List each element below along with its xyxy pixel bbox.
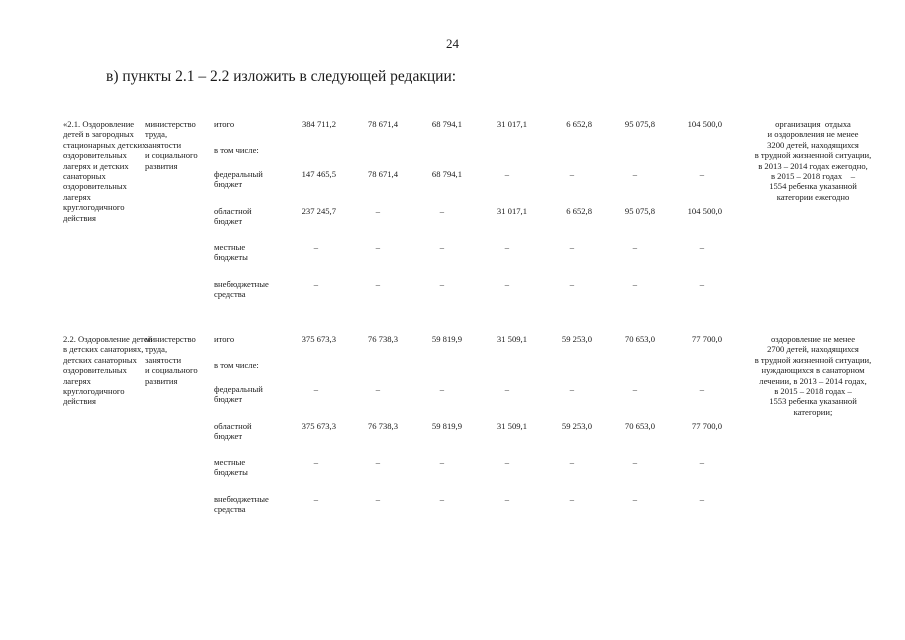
funding-value: – bbox=[439, 494, 444, 504]
funding-value: – bbox=[313, 279, 318, 289]
funding-value: 384 711,2 bbox=[301, 119, 336, 129]
funding-value: – bbox=[632, 242, 637, 252]
expected-result: оздоровление не менее 2700 детей, находящихся в трудной жизненной ситуации, нуждающихся в санаторном лечении, в 2013 – 2014 годах, в 2015 – 2018 годах – 1553 ребенка указанной категории; bbox=[754, 334, 872, 417]
funding-value: – bbox=[632, 169, 637, 179]
funding-value: – bbox=[569, 494, 574, 504]
funding-value: 70 653,0 bbox=[624, 421, 655, 431]
funding-value: 59 819,9 bbox=[431, 421, 462, 431]
funding-value: – bbox=[632, 457, 637, 467]
funding-value: – bbox=[313, 457, 318, 467]
funding-value: 95 075,8 bbox=[624, 119, 655, 129]
funding-value: – bbox=[632, 279, 637, 289]
funding-value: – bbox=[439, 384, 444, 394]
funding-value: – bbox=[439, 206, 444, 216]
amendment-heading: в) пункты 2.1 – 2.2 изложить в следующей редакции: bbox=[106, 68, 457, 85]
funding-value: – bbox=[504, 169, 509, 179]
funding-value: 104 500,0 bbox=[687, 206, 722, 216]
funding-value: – bbox=[569, 384, 574, 394]
funding-value: – bbox=[313, 494, 318, 504]
funding-value: – bbox=[375, 384, 380, 394]
funding-value: 76 738,3 bbox=[367, 334, 398, 344]
funding-value: 59 253,0 bbox=[561, 421, 592, 431]
funding-value: – bbox=[313, 242, 318, 252]
expected-result: организация отдыха и оздоровления не менее 3200 детей, находящихся в трудной жизненной ситуации, в 2013 – 2014 годах ежегодно, в 2015 – 2018 годах – 1554 ребенка указанной категории ежегодно bbox=[754, 119, 872, 202]
funding-value: 237 245,7 bbox=[301, 206, 336, 216]
funding-value: – bbox=[569, 457, 574, 467]
funding-value: – bbox=[569, 169, 574, 179]
funding-value: 31 509,1 bbox=[496, 334, 527, 344]
funding-value: – bbox=[699, 457, 704, 467]
funding-source-label: местные бюджеты bbox=[214, 457, 248, 478]
funding-value: – bbox=[375, 242, 380, 252]
funding-value: – bbox=[439, 457, 444, 467]
funding-value: – bbox=[504, 494, 509, 504]
funding-value: – bbox=[375, 494, 380, 504]
funding-value: – bbox=[699, 384, 704, 394]
funding-value: 6 652,8 bbox=[566, 119, 592, 129]
funding-value: – bbox=[439, 279, 444, 289]
funding-value: 59 819,9 bbox=[431, 334, 462, 344]
funding-source-label: внебюджетные средства bbox=[214, 279, 269, 300]
funding-source-label: итого bbox=[214, 334, 235, 344]
funding-value: – bbox=[375, 206, 380, 216]
funding-source-label: в том числе: bbox=[214, 360, 259, 370]
funding-value: – bbox=[504, 242, 509, 252]
funding-value: 77 700,0 bbox=[691, 421, 722, 431]
funding-value: 31 017,1 bbox=[496, 206, 527, 216]
funding-value: – bbox=[504, 279, 509, 289]
funding-source-label: в том числе: bbox=[214, 145, 259, 155]
funding-source-label: итого bbox=[214, 119, 235, 129]
funding-value: – bbox=[699, 279, 704, 289]
executor: министерство труда, занятости и социального развития bbox=[145, 334, 198, 386]
funding-value: – bbox=[439, 242, 444, 252]
funding-value: – bbox=[632, 384, 637, 394]
funding-source-label: федеральный бюджет bbox=[214, 169, 263, 190]
funding-value: 70 653,0 bbox=[624, 334, 655, 344]
funding-value: – bbox=[632, 494, 637, 504]
funding-value: 78 671,4 bbox=[367, 169, 398, 179]
funding-value: 6 652,8 bbox=[566, 206, 592, 216]
funding-value: 375 673,3 bbox=[301, 334, 336, 344]
measure-name: 2.2. Оздоровление детей в детских санаториях, детских санаторных оздоровительных лагерях круглогодичного действия bbox=[63, 334, 153, 407]
funding-value: 31 509,1 bbox=[496, 421, 527, 431]
funding-value: 68 794,1 bbox=[431, 119, 462, 129]
executor: министерство труда, занятости и социального развития bbox=[145, 119, 198, 171]
funding-value: 147 465,5 bbox=[301, 169, 336, 179]
funding-source-label: внебюджетные средства bbox=[214, 494, 269, 515]
funding-value: – bbox=[504, 457, 509, 467]
funding-value: 68 794,1 bbox=[431, 169, 462, 179]
funding-value: 95 075,8 bbox=[624, 206, 655, 216]
funding-source-label: областной бюджет bbox=[214, 206, 252, 227]
funding-value: – bbox=[504, 384, 509, 394]
funding-value: – bbox=[375, 457, 380, 467]
funding-source-label: местные бюджеты bbox=[214, 242, 248, 263]
funding-source-label: федеральный бюджет bbox=[214, 384, 263, 405]
funding-value: 59 253,0 bbox=[561, 334, 592, 344]
funding-value: 78 671,4 bbox=[367, 119, 398, 129]
funding-value: 76 738,3 bbox=[367, 421, 398, 431]
funding-value: 104 500,0 bbox=[687, 119, 722, 129]
funding-value: 375 673,3 bbox=[301, 421, 336, 431]
funding-source-label: областной бюджет bbox=[214, 421, 252, 442]
funding-value: – bbox=[699, 242, 704, 252]
funding-value: – bbox=[699, 169, 704, 179]
measure-name: «2.1. Оздоровление детей в загородных стационарных детских оздоровительных лагерях и детских санаторных оздоровительных лагерях круглогодичного действия bbox=[63, 119, 147, 223]
funding-value: – bbox=[375, 279, 380, 289]
page-number: 24 bbox=[446, 36, 459, 51]
funding-value: – bbox=[569, 242, 574, 252]
funding-value: – bbox=[569, 279, 574, 289]
funding-value: 31 017,1 bbox=[496, 119, 527, 129]
funding-value: – bbox=[313, 384, 318, 394]
funding-value: 77 700,0 bbox=[691, 334, 722, 344]
funding-value: – bbox=[699, 494, 704, 504]
